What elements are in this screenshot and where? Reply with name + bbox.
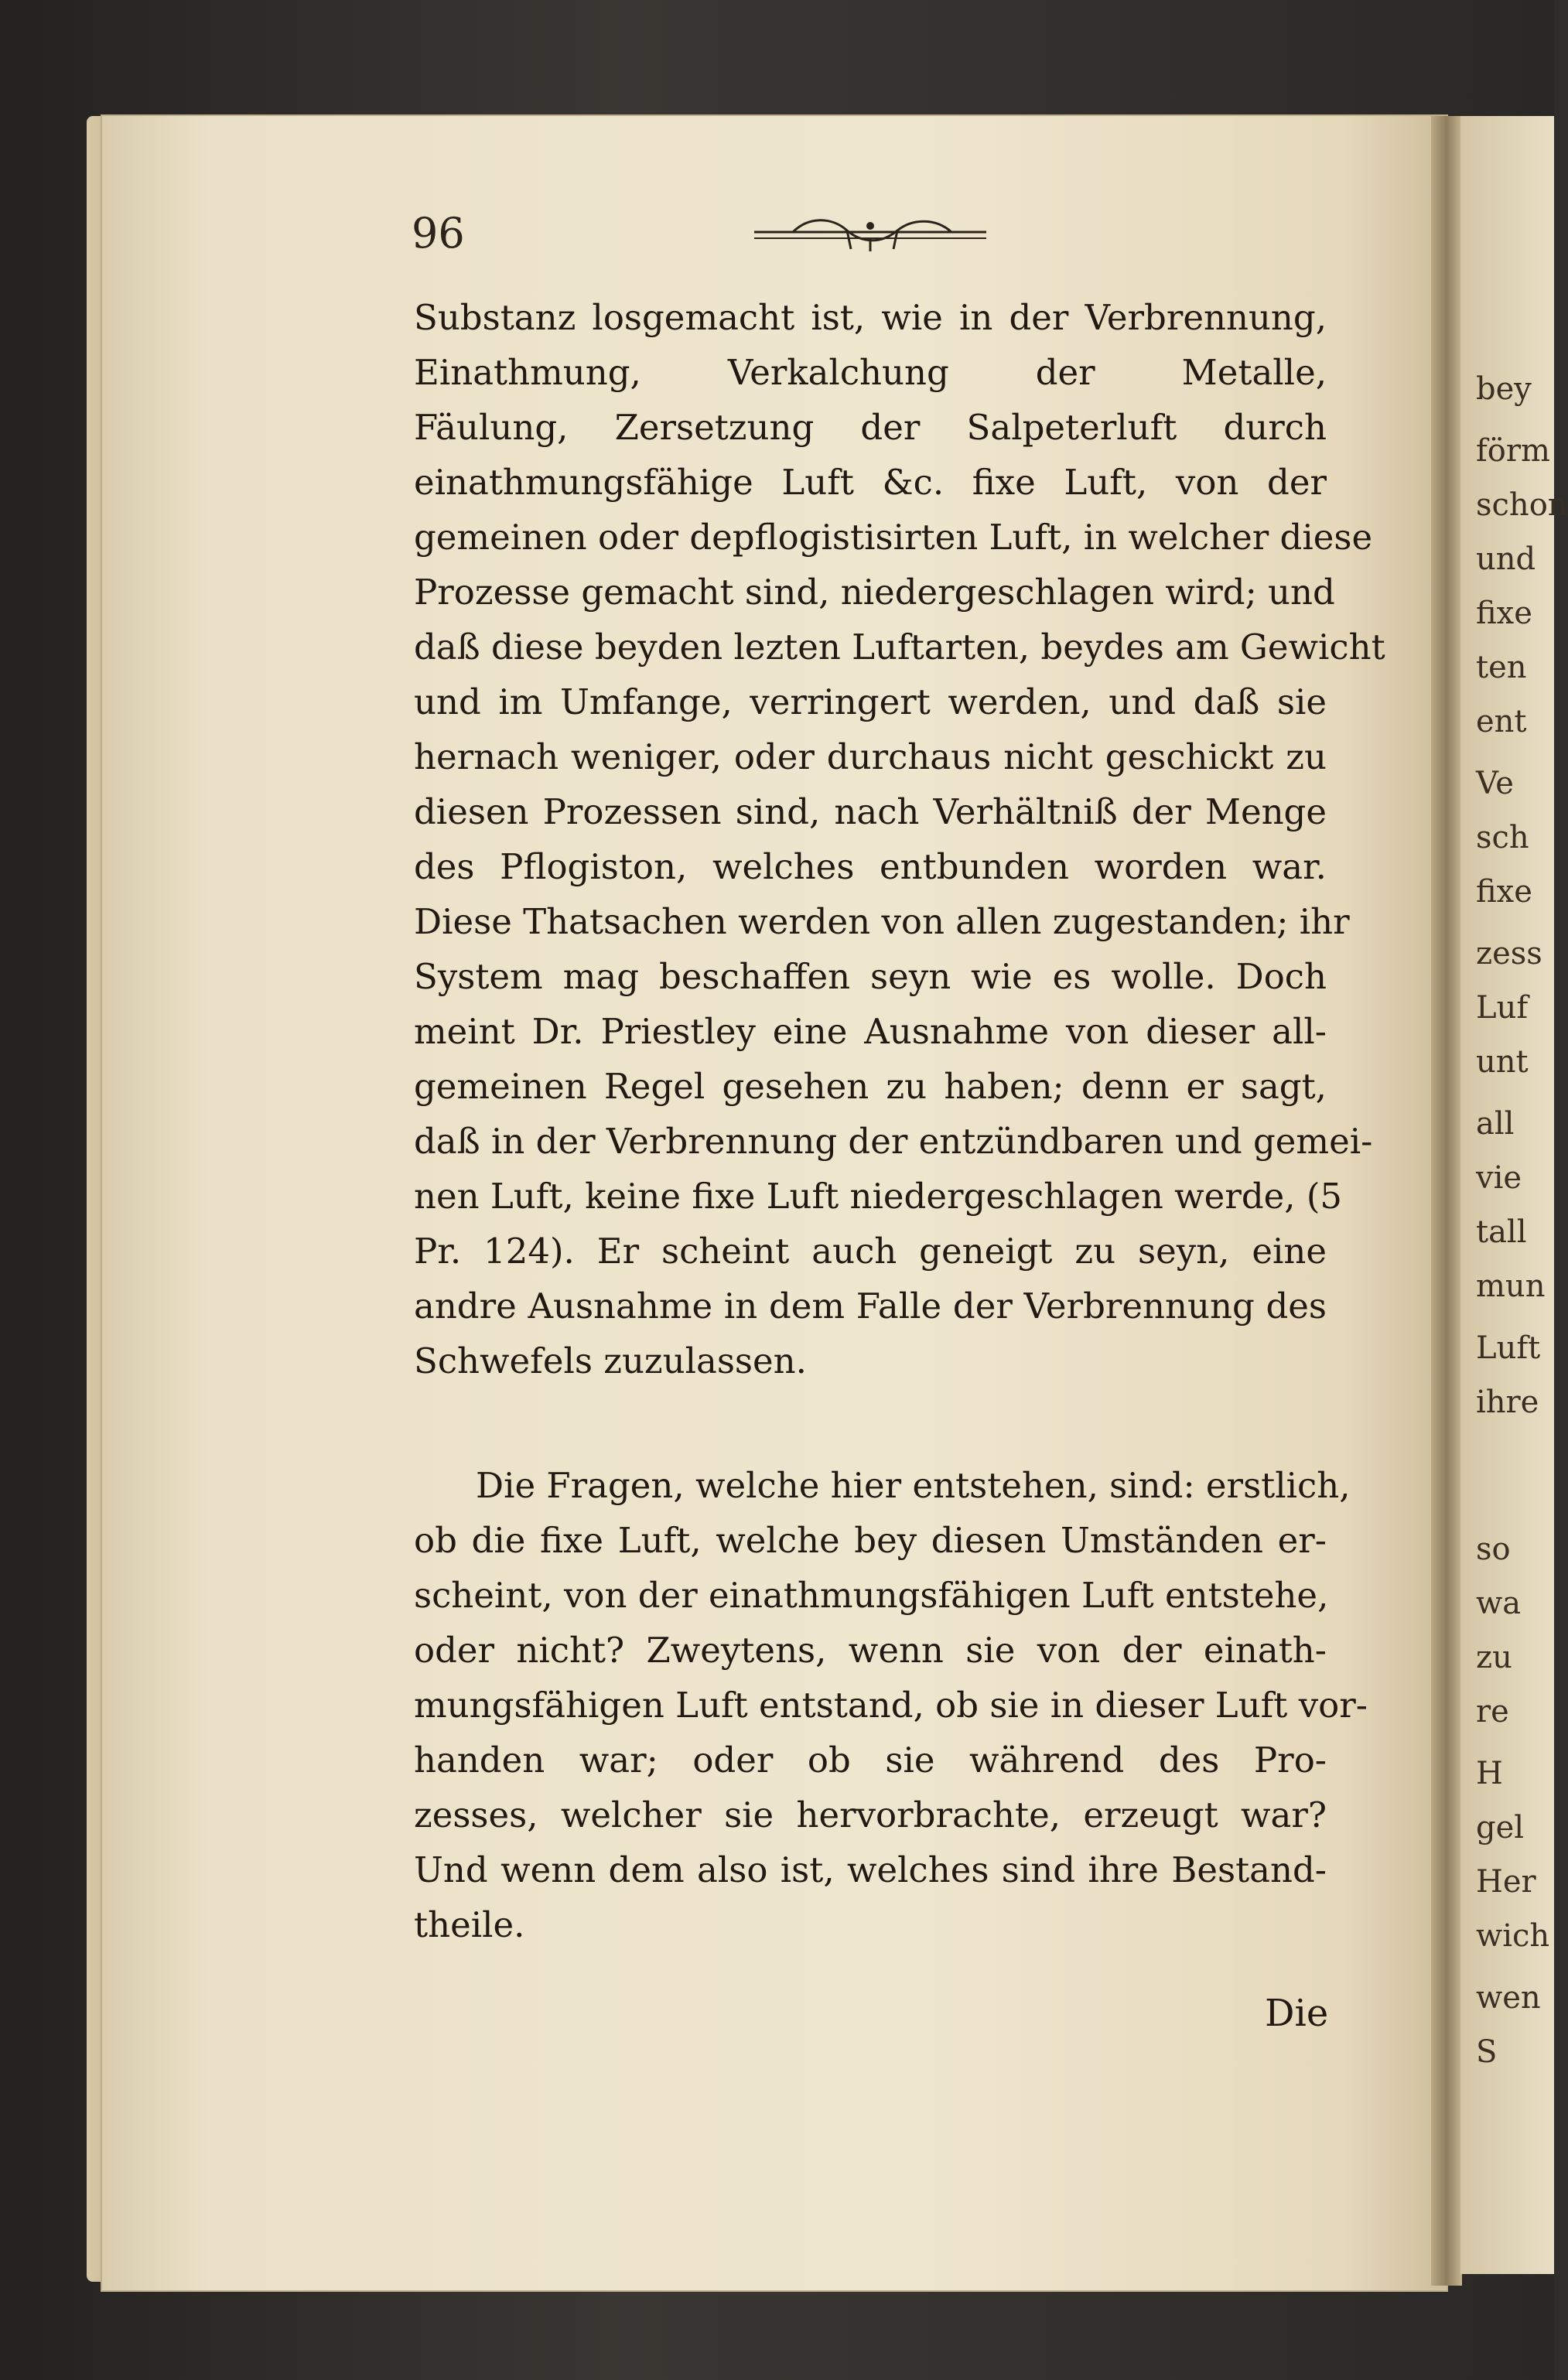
facing-page-fragment: bey: [1476, 371, 1532, 407]
text-line: Fäulung, Zersetzung der Salpeterluft durch: [414, 407, 1327, 448]
text-line: nen Luft, keine fixe Luft niedergeschlagen werde, (5: [414, 1176, 1343, 1217]
text-line: theile.: [414, 1904, 525, 1945]
text-line: ob die fixe Luft, welche bey diesen Umständen er-: [414, 1520, 1327, 1561]
text-line: Substanz losgemacht ist, wie in der Verbrennung,: [414, 297, 1327, 338]
facing-page-fragment: mun: [1476, 1269, 1546, 1304]
text-line: scheint, von der einathmungsfähigen Luft entstehe,: [414, 1575, 1329, 1616]
facing-page-fragment: zess: [1476, 936, 1542, 971]
text-line: meint Dr. Priestley eine Ausnahme von dieser all-: [414, 1011, 1327, 1052]
facing-page-fragment: Luf: [1476, 990, 1529, 1026]
book-gutter: [1431, 116, 1462, 2286]
catchword: Die: [1265, 1992, 1329, 2035]
facing-page-fragment: all: [1476, 1106, 1515, 1142]
facing-page-fragment: ihre: [1476, 1385, 1539, 1420]
facing-page-fragment: sch: [1476, 820, 1529, 855]
facing-page-fragment: vie: [1476, 1160, 1522, 1196]
facing-page-fragment: gel: [1476, 1810, 1525, 1846]
facing-page-fragment: unt: [1476, 1044, 1529, 1080]
text-line: mungsfähigen Luft entstand, ob sie in dieser Luft vor-: [414, 1685, 1368, 1726]
facing-page-fragment: wa: [1476, 1586, 1522, 1621]
facing-page-fragment: Ve: [1476, 766, 1514, 801]
text-line: andre Ausnahme in dem Falle der Verbrennung des: [414, 1286, 1327, 1327]
facing-page-fragment: schon: [1476, 487, 1568, 523]
text-line: Und wenn dem also ist, welches sind ihre Bestand-: [414, 1849, 1327, 1890]
facing-page-fragment: fixe: [1476, 596, 1532, 631]
paragraph-gap: [414, 1388, 1327, 1458]
text-line: Schwefels zuzulassen.: [414, 1340, 807, 1381]
facing-page-fragment: so: [1476, 1531, 1511, 1567]
text-line: daß in der Verbrennung der entzündbaren und gemei-: [414, 1121, 1373, 1162]
facing-page-fragment: zu: [1476, 1640, 1512, 1675]
text-line: Die Fragen, welche hier entstehen, sind: erstlich,: [476, 1465, 1351, 1506]
decorative-vine-ornament-icon: [746, 209, 994, 255]
text-line: und im Umfange, verringert werden, und daß sie: [414, 681, 1327, 722]
facing-page-fragment: ten: [1476, 650, 1527, 685]
text-line: handen war; oder ob sie während des Pro-: [414, 1740, 1327, 1781]
text-line: Pr. 124). Er scheint auch geneigt zu seyn, eine: [414, 1231, 1327, 1272]
facing-page-fragment: und: [1476, 541, 1536, 577]
facing-page: [1460, 116, 1568, 2274]
text-line: gemeinen Regel gesehen zu haben; denn er sagt,: [414, 1066, 1327, 1107]
paragraph-1: [414, 290, 1385, 1388]
text-line: zesses, welcher sie hervorbrachte, erzeugt war?: [414, 1794, 1327, 1835]
facing-page-fragment: re: [1476, 1694, 1509, 1730]
body-text: [414, 290, 1385, 1952]
facing-page-fragment: wen: [1476, 1980, 1541, 2016]
facing-page-fragment: Her: [1476, 1864, 1536, 1900]
text-line: Diese Thatsachen werden von allen zugestanden; ihr: [414, 901, 1350, 942]
page-number: 96: [412, 209, 465, 258]
text-line: gemeinen oder depflogistisirten Luft, in welcher diese: [414, 517, 1373, 558]
text-line: Prozesse gemacht sind, niedergeschlagen wird; und: [414, 572, 1335, 613]
text-line: hernach weniger, oder durchaus nicht geschickt zu: [414, 736, 1327, 777]
text-line: daß diese beyden lezten Luftarten, beydes am Gewicht: [414, 627, 1385, 668]
facing-page-fragment: ent: [1476, 704, 1527, 739]
text-line: oder nicht? Zweytens, wenn sie von der einath-: [414, 1630, 1327, 1671]
facing-page-fragment: Luft: [1476, 1330, 1541, 1366]
text-line: diesen Prozessen sind, nach Verhältniß der Menge: [414, 791, 1327, 832]
facing-page-fragment: H: [1476, 1756, 1503, 1791]
facing-page-fragment: tall: [1476, 1214, 1527, 1250]
facing-page-fragment: wich: [1476, 1918, 1550, 1954]
text-line: System mag beschaffen seyn wie es wolle. Doch: [414, 956, 1327, 997]
text-line: einathmungsfähige Luft &c. fixe Luft, von der: [414, 462, 1327, 503]
paragraph-2: [414, 1458, 1368, 1952]
text-line: Einathmung, Verkalchung der Metalle,: [414, 352, 1327, 393]
facing-page-fragment: förm: [1476, 433, 1550, 469]
facing-page-fragment: fixe: [1476, 874, 1532, 910]
text-line: des Pflogiston, welches entbunden worden war.: [414, 846, 1327, 887]
facing-page-fragment: S: [1476, 2034, 1498, 2070]
